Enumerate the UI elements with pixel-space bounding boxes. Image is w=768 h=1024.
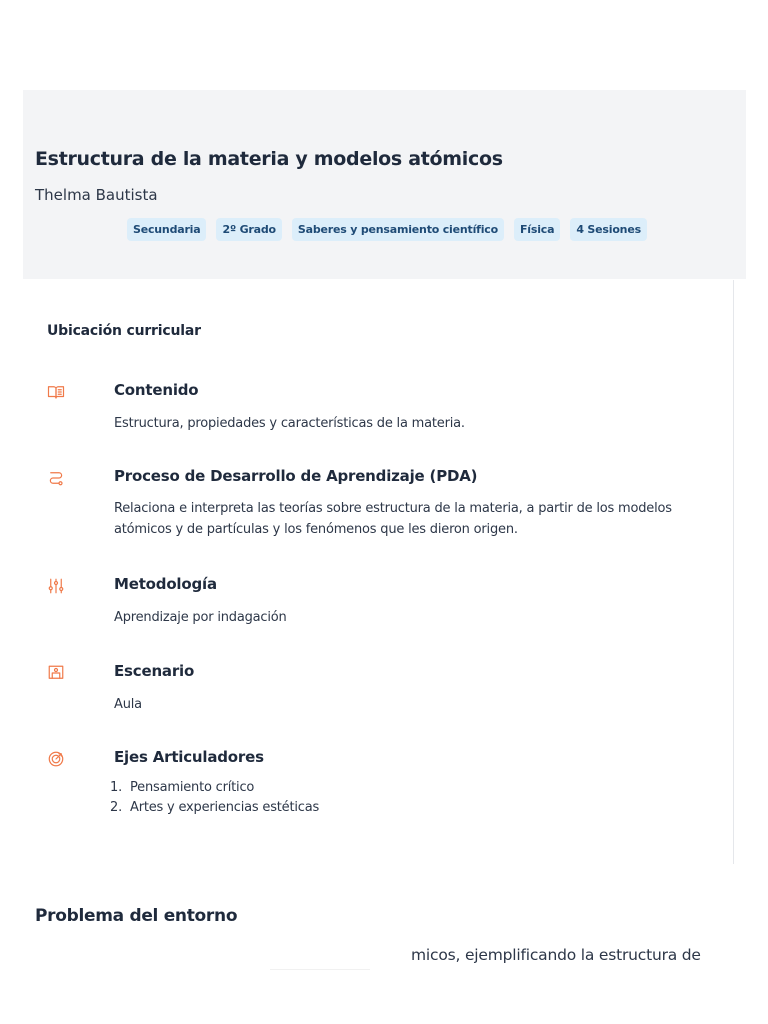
problem-text-fragment: micos, ejemplificando la estructura de [411,946,701,964]
item-title: Ejes Articuladores [114,748,264,766]
item-text: Aula [114,697,142,712]
presentation-board-icon [47,664,65,682]
item-text: Estructura, propiedades y características de la materia. [114,416,465,431]
tag-grade: 2º Grado [216,218,281,241]
tag-sessions: 4 Sesiones [570,218,647,241]
author-name: Thelma Bautista [35,186,158,204]
plan-header [23,90,746,279]
item-text: Aprendizaje por indagación [114,610,287,625]
item-title: Escenario [114,662,195,680]
route-icon [47,469,65,487]
book-open-icon [47,383,65,401]
divider [270,969,370,970]
item-title: Contenido [114,381,199,399]
section-heading: Ubicación curricular [47,323,201,339]
item-text: Relaciona e interpreta las teorías sobre estructura de la materia, a partir de los modelos atómicos y de partículas y los fenómenos que les dieron origen. [114,501,672,537]
sliders-icon [47,577,65,595]
tag-field: Saberes y pensamiento científico [292,218,504,241]
item-title: Proceso de Desarrollo de Aprendizaje (PDA) [114,467,478,485]
axes-list [110,778,670,818]
target-icon [47,750,65,768]
tag-level: Secundaria [127,218,206,241]
problem-section-title: Problema del entorno [35,906,238,926]
list-item: 2. Artes y experiencias estéticas [110,800,320,815]
curricular-location-card [23,280,734,864]
tag-list [127,218,647,241]
list-item: 1. Pensamiento crítico [110,780,255,795]
item-title: Metodología [114,575,217,593]
tag-subject: Física [514,218,560,241]
plan-title: Estructura de la materia y modelos atómicos [35,148,503,170]
